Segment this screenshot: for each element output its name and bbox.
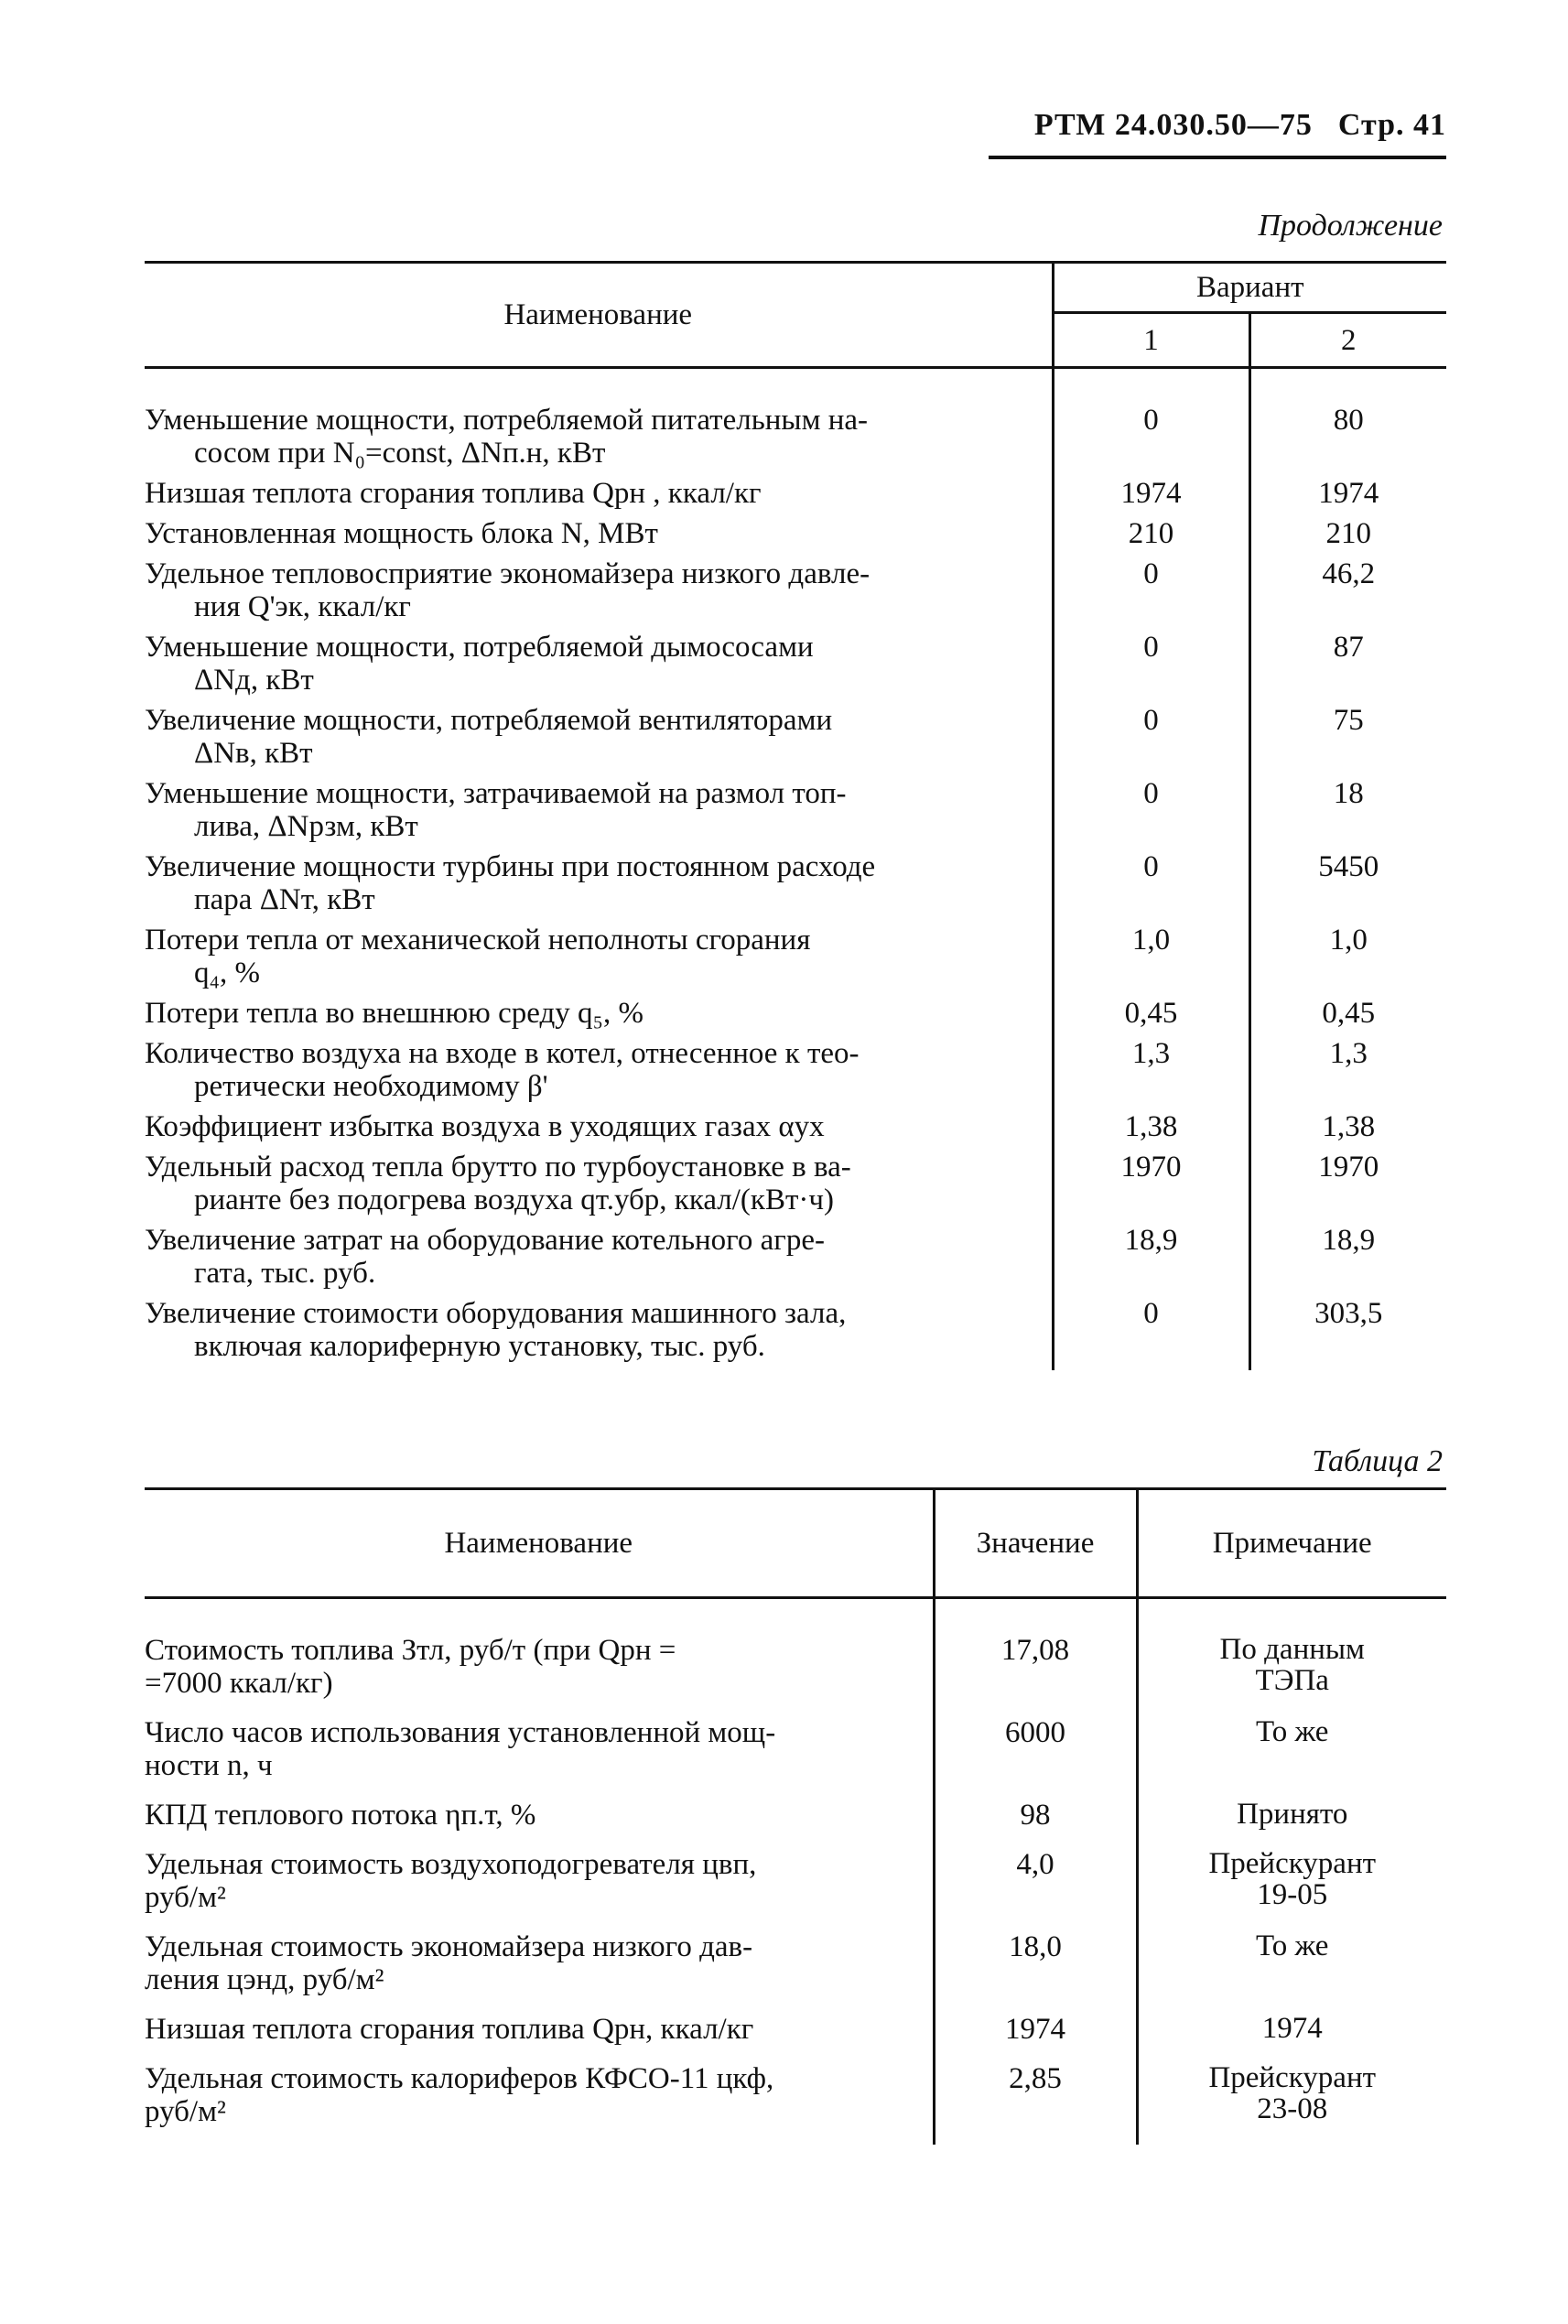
column-header-variant-2: 2 [1249, 313, 1446, 368]
table-row [145, 2013, 1446, 2062]
table-row [145, 850, 1446, 924]
parameter-name [145, 704, 1053, 777]
variant-2-value: 80 [1333, 404, 1364, 437]
parameter-line-2: лива, ΔNрзм, кВт [194, 810, 418, 843]
variant-2-value: 1,3 [1329, 1037, 1368, 1070]
parameter-line-2: пара ΔNт, кВт [194, 883, 375, 916]
parameter-line-1: Потери тепла от механической неполноты сгорания [145, 924, 811, 957]
variant-2-value: 87 [1333, 631, 1364, 664]
variant-1-value: 0,45 [1053, 997, 1249, 1037]
parameter-line-1: Уменьшение мощности, затрачиваемой на размол топ- [145, 777, 847, 810]
table-row [145, 1297, 1446, 1370]
note-cell [1137, 2013, 1446, 2062]
parameter-line-1: Низшая теплота сгорания топлива Qрн, ккал/кг [145, 2013, 754, 2046]
variant-2-value: 1970 [1318, 1151, 1379, 1184]
variant-2-value: 18 [1333, 777, 1364, 810]
variant-1-value: 1,3 [1053, 1037, 1249, 1110]
note-cell [1137, 1848, 1446, 1930]
parameter-line-1: Увеличение стоимости оборудования машинного зала, [145, 1297, 847, 1330]
document-code: РТМ 24.030.50—75 [1033, 108, 1313, 142]
value-cell: 17,08 [934, 1598, 1137, 1717]
parameter-line-1: Удельное тепловосприятие экономайзера низкого давле- [145, 557, 871, 590]
parameter-line-2: включая калориферную установку, тыс. руб. [194, 1330, 765, 1363]
parameter-line-1: Уменьшение мощности, потребляемой дымососами [145, 631, 814, 664]
continuation-label: Продолжение [1258, 209, 1443, 243]
parameter-name [145, 557, 1053, 631]
parameter-name [145, 997, 1053, 1037]
parameter-line-2: ΔNд, кВт [194, 664, 314, 697]
parameter-name [145, 1297, 1053, 1370]
parameter-line-1: Увеличение мощности турбины при постоянном расходе [145, 850, 876, 883]
variant-2-value: 1974 [1318, 477, 1379, 510]
page-number: Стр. 41 [1337, 108, 1446, 142]
variant-1-value: 1,38 [1053, 1110, 1249, 1151]
parameter-line-2: ретически необходимому β' [194, 1070, 548, 1103]
variants-table [145, 261, 1446, 1370]
table-row [145, 368, 1446, 478]
table-row [145, 1037, 1446, 1110]
variant-2-value: 5450 [1318, 850, 1379, 883]
parameter-line-1: Уменьшение мощности, потребляемой питательным на- [145, 404, 869, 437]
parameter-name [145, 1799, 934, 1848]
table-row [145, 2062, 1446, 2145]
parameter-line-1: Стоимость топлива Зтл, руб/т (при Qрн = [145, 1634, 676, 1667]
table-row [145, 1598, 1446, 1717]
parameter-line-2: рианте без подогрева воздуха qт.убр, ккал/(кВт·ч) [194, 1184, 834, 1216]
parameter-name [145, 368, 1053, 478]
note-line-2: 19-05 [1257, 1878, 1328, 1911]
note-line-1: Прейскурант [1208, 1847, 1377, 1880]
value-cell: 98 [934, 1799, 1137, 1848]
table-row [145, 777, 1446, 850]
parameter-name [145, 2013, 934, 2062]
parameter-line-2: руб/м² [145, 1881, 226, 1914]
variant-2-value: 0,45 [1322, 997, 1376, 1030]
note-cell [1137, 1716, 1446, 1799]
parameter-name [145, 1848, 934, 1930]
note-line-2: 23-08 [1257, 2092, 1328, 2125]
variant-2-value: 303,5 [1314, 1297, 1383, 1330]
parameter-line-2: сосом при N₀=const, ΔNп.н, кВт [194, 437, 606, 470]
variant-1-value: 0 [1053, 631, 1249, 704]
variant-2-value: 1,0 [1329, 924, 1368, 957]
parameter-line-1: Увеличение затрат на оборудование котельного агре- [145, 1224, 825, 1257]
variant-1-value: 210 [1053, 517, 1249, 557]
variant-1-value: 0 [1053, 777, 1249, 850]
variant-1-value: 1,0 [1053, 924, 1249, 997]
parameter-line-2: гата, тыс. руб. [194, 1257, 376, 1290]
column-header-value: Значение [934, 1489, 1137, 1598]
value-cell: 1974 [934, 2013, 1137, 2062]
parameter-line-1: Удельная стоимость экономайзера низкого дав- [145, 1930, 753, 1963]
table-row [145, 704, 1446, 777]
variant-2-value: 210 [1325, 517, 1371, 550]
parameter-line-1: Потери тепла во внешнюю среду q₅, % [145, 997, 643, 1030]
column-header-name: Наименование [145, 1489, 934, 1598]
parameters-table [145, 1487, 1446, 2145]
table-row [145, 557, 1446, 631]
table-row [145, 631, 1446, 704]
parameter-line-1: КПД теплового потока ηп.т, % [145, 1799, 536, 1832]
parameter-line-2: ления цэнд, руб/м² [145, 1963, 384, 1996]
parameter-name [145, 1598, 934, 1717]
parameter-line-1: Увеличение мощности, потребляемой вентиляторами [145, 704, 833, 737]
variant-2-value: 1,38 [1322, 1110, 1376, 1143]
table-row [145, 1151, 1446, 1224]
note-line-1: То же [1256, 1715, 1329, 1748]
value-cell: 4,0 [934, 1848, 1137, 1930]
note-line-1: Прейскурант [1208, 2061, 1377, 2094]
parameter-line-1: Установленная мощность блока N, МВт [145, 517, 658, 550]
table-2-caption: Таблица 2 [1312, 1444, 1443, 1478]
variant-1-value: 18,9 [1053, 1224, 1249, 1297]
parameter-line-2: ности n, ч [145, 1749, 273, 1782]
parameter-name [145, 477, 1053, 517]
variant-1-value: 0 [1053, 850, 1249, 924]
parameter-line-1: Удельная стоимость воздухоподогревателя цвп, [145, 1848, 757, 1881]
variant-2-value: 75 [1333, 704, 1364, 737]
note-line-2: ТЭПа [1255, 1664, 1329, 1697]
parameter-name [145, 777, 1053, 850]
parameter-line-2: ния Q'эк, ккал/кг [194, 590, 411, 623]
parameter-line-2: руб/м² [145, 2095, 226, 2128]
parameter-name [145, 1930, 934, 2013]
table-row [145, 1110, 1446, 1151]
page-header [989, 108, 1446, 159]
parameter-line-2: =7000 ккал/кг) [145, 1667, 333, 1700]
parameter-line-2: q₄, % [194, 957, 260, 989]
note-line-1: По данным [1219, 1633, 1365, 1666]
column-header-variant: Вариант [1053, 263, 1446, 313]
column-header-note: Примечание [1137, 1489, 1446, 1598]
parameter-name [145, 1151, 1053, 1224]
parameter-name [145, 1110, 1053, 1151]
parameter-name [145, 850, 1053, 924]
parameter-name [145, 1224, 1053, 1297]
variant-2-value: 18,9 [1322, 1224, 1376, 1257]
table-row [145, 477, 1446, 517]
table-row [145, 1716, 1446, 1799]
note-line-1: 1974 [1261, 2012, 1323, 2045]
variant-1-value: 0 [1053, 1297, 1249, 1370]
parameter-line-1: Удельный расход тепла брутто по турбоустановке в ва- [145, 1151, 851, 1184]
column-header-variant-1: 1 [1053, 313, 1249, 368]
note-cell [1137, 2062, 1446, 2145]
table-row [145, 517, 1446, 557]
note-line-1: То же [1256, 1929, 1329, 1962]
value-cell: 18,0 [934, 1930, 1137, 2013]
variant-2-value: 46,2 [1322, 557, 1376, 590]
variant-1-value: 0 [1053, 368, 1249, 478]
value-cell: 2,85 [934, 2062, 1137, 2145]
parameter-line-1: Коэффициент избытка воздуха в уходящих газах αух [145, 1110, 825, 1143]
variant-1-value: 1974 [1053, 477, 1249, 517]
parameter-line-1: Количество воздуха на входе в котел, отнесенное к тео- [145, 1037, 860, 1070]
parameter-name [145, 924, 1053, 997]
note-cell [1137, 1598, 1446, 1717]
parameter-name [145, 631, 1053, 704]
parameter-line-1: Число часов использования установленной мощ- [145, 1716, 776, 1749]
parameter-line-1: Низшая теплота сгорания топлива Qрн , ккал/кг [145, 477, 762, 510]
parameter-line-1: Удельная стоимость калориферов КФСО-11 цкф, [145, 2062, 774, 2095]
value-cell: 6000 [934, 1716, 1137, 1799]
table-row [145, 1930, 1446, 2013]
table-row [145, 1799, 1446, 1848]
parameter-name [145, 2062, 934, 2145]
variant-1-value: 0 [1053, 704, 1249, 777]
parameter-name [145, 517, 1053, 557]
parameter-name [145, 1716, 934, 1799]
note-cell [1137, 1930, 1446, 2013]
column-header-name: Наименование [145, 263, 1053, 368]
note-cell [1137, 1799, 1446, 1848]
parameter-line-2: ΔNв, кВт [194, 737, 313, 770]
note-line-1: Принято [1237, 1798, 1348, 1831]
table-row [145, 1848, 1446, 1930]
variant-1-value: 0 [1053, 557, 1249, 631]
parameter-name [145, 1037, 1053, 1110]
table-row [145, 997, 1446, 1037]
table-row [145, 924, 1446, 997]
table-row [145, 1224, 1446, 1297]
variant-1-value: 1970 [1053, 1151, 1249, 1224]
